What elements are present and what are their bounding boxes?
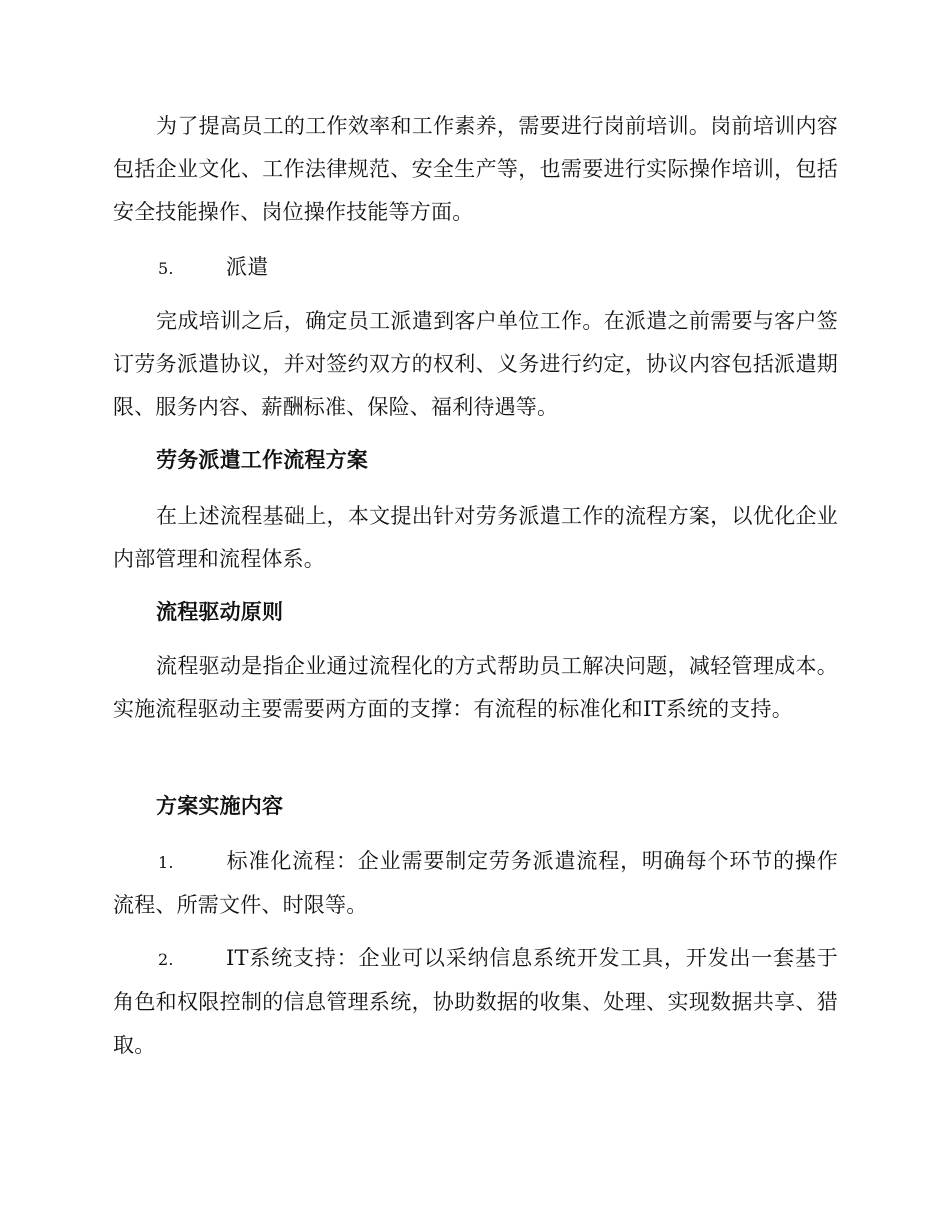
list-item-number: 2. [158,950,174,969]
principle-paragraph: 流程驱动是指企业通过流程化的方式帮助员工解决问题，减轻管理成本。实施流程驱动主要需要两方面的支撑：有流程的标准化和IT系统的支持。 [113,654,838,721]
plan-intro-paragraph: 在上述流程基础上，本文提出针对劳务派遣工作的流程方案，以优化企业内部管理和流程体系。 [113,504,838,571]
list-item-text: IT系统支持：企业可以采纳信息系统开发工具，开发出一套基于角色和权限控制的信息管理系统，协助数据的收集、处理、实现数据共享、猎取。 [113,946,838,1057]
dispatch-paragraph: 完成培训之后，确定员工派遣到客户单位工作。在派遣之前需要与客户签订劳务派遣协议，并对签约双方的权利、义务进行约定，协议内容包括派遣期限、服务内容、薪酬标准、保险、福利待遇等。 [113,309,838,419]
list-item-text: 标准化流程：企业需要制定劳务派遣流程，明确每个环节的操作流程、所需文件、时限等。 [113,849,838,917]
list-item-number: 1. [158,853,174,872]
step-5-label: 派遣 [226,255,269,279]
list-item [113,937,838,1067]
step-5-item [113,246,838,290]
step-5-number: 5. [158,259,174,278]
plan-heading: 劳务派遣工作流程方案 [156,448,368,472]
principle-heading: 流程驱动原则 [156,600,284,624]
implementation-heading: 方案实施内容 [156,794,284,818]
training-paragraph: 为了提高员工的工作效率和工作素养，需要进行岗前培训。岗前培训内容包括企业文化、工作法律规范、安全生产等，也需要进行实际操作培训，包括安全技能操作、岗位操作技能等方面。 [113,114,838,224]
list-item [113,840,838,927]
